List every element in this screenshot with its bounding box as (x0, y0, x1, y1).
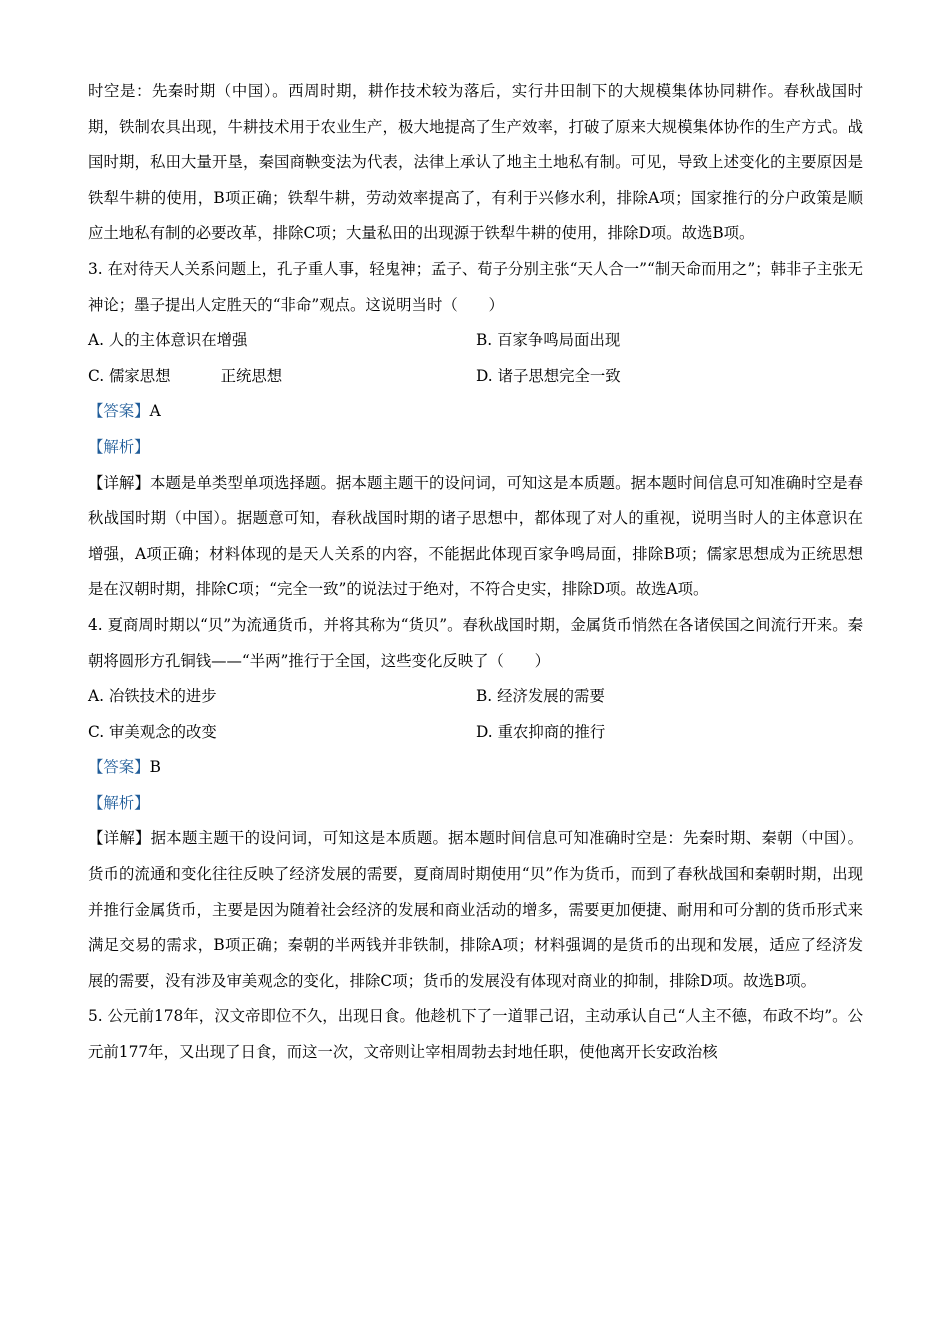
detail-label: 【详解】 (88, 829, 151, 848)
question-4-option-d: D. 重农抑商的推行 (476, 722, 606, 741)
question-5-stem: 5. 公元前178年，汉文帝即位不久，出现日食。他趁机下了一道罪己诏，主动承认自己“人主不德，布政不均”。公元前177年，又出现了日食，而这一次，文帝则让宰相周勃去封地任职，使他离开长安政治核 (88, 1007, 863, 1062)
question-3-answer-value: A (149, 402, 161, 421)
document-content (88, 74, 863, 1071)
question-3-analysis (88, 430, 863, 466)
question-3-option-d: D. 诸子思想完全一致 (476, 366, 621, 385)
question-3-option-c-part1: C. 儒家思想 (88, 366, 171, 385)
question-4-stem: 4. 夏商周时期以“贝”为流通货币，并将其称为“货贝”。春秋战国时期，金属货币悄然在各诸侯国之间流行开来。秦朝将圆形方孔铜钱——“半两”推行于全国，这些变化反映了（ ） (88, 615, 863, 670)
question-3-stem: 3. 在对待天人关系问题上，孔子重人事，轻鬼神；孟子、荀子分别主张“天人合一”“制天命而用之”；韩非子主张无神论；墨子提出人定胜天的“非命”观点。这说明当时（ ） (88, 259, 863, 314)
question-4-analysis (88, 786, 863, 822)
question-3-detail (88, 466, 863, 608)
question-4-options-row-2 (88, 715, 863, 751)
question-3-detail-text: 本题是单类型单项选择题。据本题主题干的设问词，可知这是本质题。据本题时间信息可知准确时空是春秋战国时期（中国）。据题意可知，春秋战国时期的诸子思想中，都体现了对人的重视，说明当时人的主体意识在增强，A项正确；材料体现的是天人关系的内容，不能据此体现百家争鸣局面，排除B项；儒家思想成为正统思想是在汉朝时期，排除C项；“完全一致”的说法过于绝对，不符合史实，排除D项。故选A项。 (88, 473, 863, 599)
question-4-detail-text: 据本题主题干的设问词，可知这是本质题。据本题时间信息可知准确时空是：先秦时期、秦朝（中国）。货币的流通和变化往往反映了经济发展的需要，夏商周时期使用“贝”作为货币，而到了春秋战国和秦朝时期，出现并推行金属货币，主要是因为随着社会经济的发展和商业活动的增多，需要更加便捷、耐用和可分割的货币形式来满足交易的需求，B项正确；秦朝的半两钱并非铁制，排除A项；材料强调的是货币的出现和发展，适应了经济发展的需要，没有涉及审美观念的变化，排除C项；货币的发展没有体现对商业的抑制，排除D项。故选B项。 (88, 829, 863, 990)
question-4-answer (88, 750, 863, 786)
question-3-options-row-1 (88, 323, 863, 359)
question-3-option-b: B. 百家争鸣局面出现 (476, 331, 621, 350)
question-3-option-c (88, 359, 476, 395)
question-3-options-row-2 (88, 359, 863, 395)
question-4-options-row-1 (88, 679, 863, 715)
question-3-option-a: A. 人的主体意识在增强 (88, 331, 248, 350)
analysis-label: 【解析】 (88, 793, 150, 812)
detail-label: 【详解】 (88, 473, 151, 492)
question-4-option-c: C. 审美观念的改变 (88, 722, 217, 741)
question-4-detail (88, 821, 863, 999)
answer-label: 【答案】 (88, 758, 150, 777)
question-4-option-b: B. 经济发展的需要 (476, 687, 605, 706)
question-3-answer (88, 394, 863, 430)
question-4-option-a: A. 冶铁技术的进步 (88, 687, 217, 706)
analysis-label: 【解析】 (88, 437, 150, 456)
answer-label: 【答案】 (88, 402, 150, 421)
question-4-answer-value: B (149, 758, 161, 777)
intro-paragraph: 时空是：先秦时期（中国）。西周时期，耕作技术较为落后，实行井田制下的大规模集体协同耕作。春秋战国时期，铁制农具出现，牛耕技术用于农业生产，极大地提高了生产效率，打破了原来大规模集体协作的生产方式。战国时期，私田大量开垦，秦国商鞅变法为代表，法律上承认了地主土地私有制。可见，导致上述变化的主要原因是铁犁牛耕的使用，B项正确；铁犁牛耕，劳动效率提高了，有利于兴修水利，排除A项；国家推行的分户政策是顺应土地私有制的必要改革，排除C项；大量私田的出现源于铁犁牛耕的使用，排除D项。故选B项。 (88, 82, 863, 243)
question-3-option-c-part2: 正统思想 (220, 366, 283, 385)
